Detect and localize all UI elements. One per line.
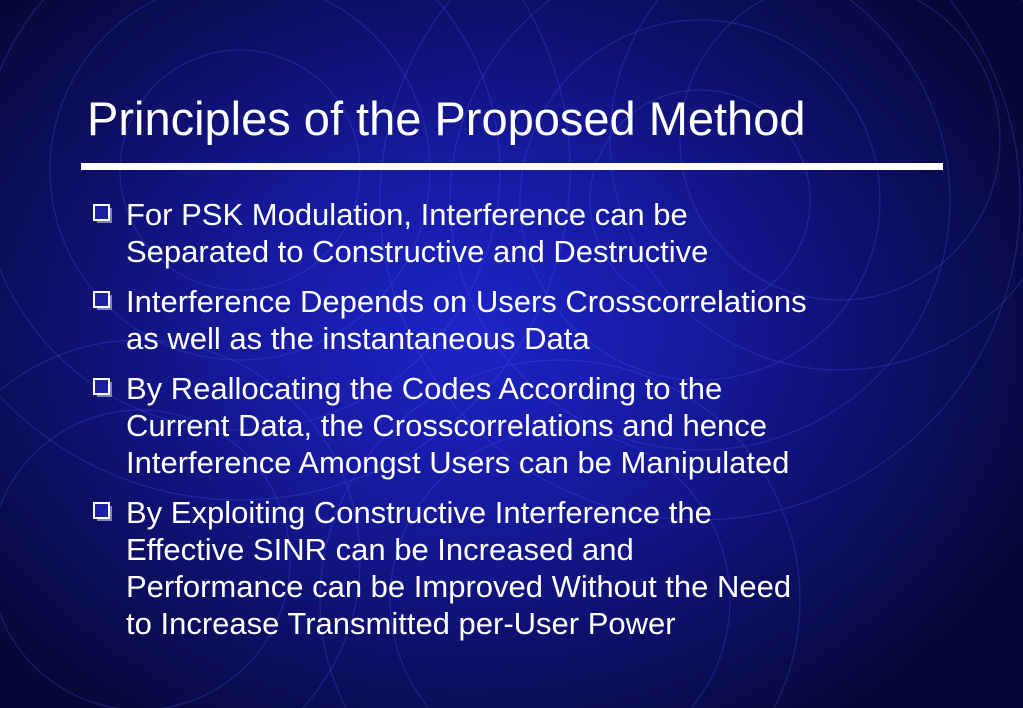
slide-title: Principles of the Proposed Method <box>87 92 806 145</box>
bullet-line: By Exploiting Constructive Interference the <box>126 495 712 530</box>
bullet-item <box>91 370 971 481</box>
bullet-line: Interference Amongst Users can be Manipulated <box>126 445 790 480</box>
bullet-line: Effective SINR can be Increased and <box>126 532 634 567</box>
bullet-line: For PSK Modulation, Interference can be <box>126 197 688 232</box>
bullet-line: By Reallocating the Codes According to the <box>126 371 723 406</box>
bullet-line: to Increase Transmitted per-User Power <box>126 606 676 641</box>
bullet-list <box>91 196 971 655</box>
bullet-item <box>91 494 971 642</box>
hollow-square-checkbox-icon <box>93 291 113 311</box>
bullet-line: Current Data, the Crosscorrelations and hence <box>126 408 767 443</box>
title-underline-rule <box>81 163 943 170</box>
bullet-line: Performance can be Improved Without the Need <box>126 569 792 604</box>
bullet-line: Separated to Constructive and Destructive <box>126 234 709 269</box>
bullet-line: as well as the instantaneous Data <box>126 321 590 356</box>
hollow-square-checkbox-icon <box>93 378 113 398</box>
hollow-square-checkbox-icon <box>93 502 113 522</box>
hollow-square-checkbox-icon <box>93 204 113 224</box>
bullet-item <box>91 196 971 270</box>
bullet-item <box>91 283 971 357</box>
bullet-line: Interference Depends on Users Crosscorrelations <box>126 284 807 319</box>
